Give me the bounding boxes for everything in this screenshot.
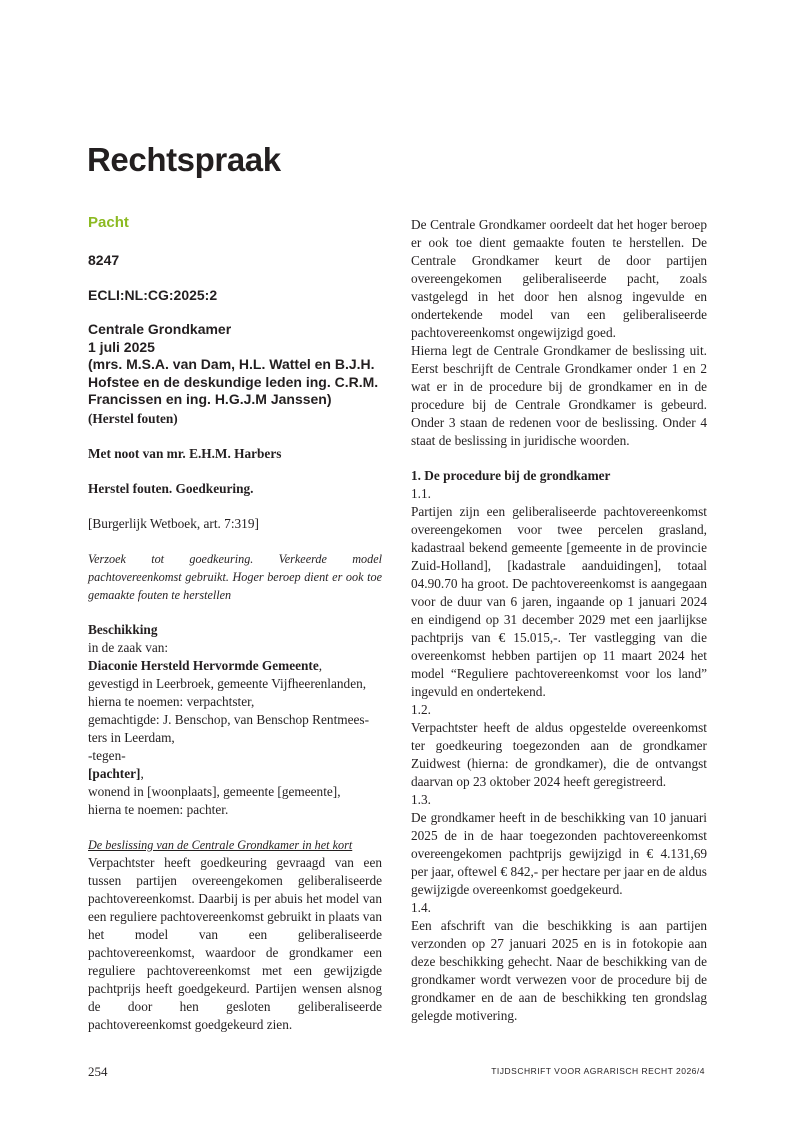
party2 <box>88 765 382 783</box>
right-column <box>411 216 707 1025</box>
short-heading <box>88 836 382 854</box>
court-block <box>88 321 382 409</box>
party-line: gevestigd in Leerbroek, gemeente Vijfheerenlanden, <box>88 675 367 691</box>
party-line: hierna te noemen: verpachtster, <box>88 693 255 709</box>
party-line: gemachtigde: J. Benschop, van Benschop Rentmees- <box>88 711 370 727</box>
item-number: 1.4. <box>411 900 431 915</box>
journal-name: TIJDSCHRIFT VOOR AGRARISCH RECHT 2026/4 <box>491 1066 705 1076</box>
section-label: Pacht <box>88 214 129 231</box>
case-summary: Verzoek tot goedkeuring. Verkeerde model pachtovereenkomst gebruikt. Hoger beroep dient er ook toe gemaakte fouten te herstellen <box>88 551 382 602</box>
party1-name: Diaconie Hersteld Hervormde Gemeente <box>88 657 319 673</box>
court-name: Centrale Grondkamer <box>88 321 232 337</box>
ecli-identifier: ECLI:NL:CG:2025:2 <box>88 287 218 303</box>
in-de-zaak: in de zaak van: <box>88 639 169 655</box>
item-number: 1.1. <box>411 486 431 501</box>
party2-name: [pachter] <box>88 765 141 781</box>
item-text: Partijen zijn een geliberaliseerde pachtovereenkomst overeengekomen voor twee percelen grasland, kadastraal bekend gemeente [gemeente in de provincie Zuid-Holland], [kadastrale aanduidingen], totaal 04.90.70 ha groot. De pachtovereenkomst is aangegaan voor de duur van 6 jaren, ingaande op 1 januari 2024 en eindigend op 31 december 2029 met een jaarlijkse pachtprijs van € 15.015,-. Ter vastlegging van die overeenkomst hebben partijen op 11 maart 2024 het model “Reguliere pachtovereenkomst voor los land” ingevuld en ondertekend. <box>411 504 707 699</box>
left-column <box>88 214 382 1034</box>
party-line: ters in Leerdam, <box>88 729 175 745</box>
decision-date: 1 juli 2025 <box>88 338 155 355</box>
section1-heading: 1. De procedure bij de grondkamer <box>411 468 611 483</box>
annotator-note: Met noot van mr. E.H.M. Harbers <box>88 445 282 461</box>
party-line: -tegen- <box>88 747 126 763</box>
law-reference: [Burgerlijk Wetboek, art. 7:319] <box>88 515 259 531</box>
party-line: wonend in [woonplaats], gemeente [gemeente], <box>88 783 341 799</box>
page-number: 254 <box>88 1064 108 1079</box>
paragraph: Hierna legt de Centrale Grondkamer de beslissing uit. Eerst beschrijft de Centrale Grondkamer onder 1 en 2 wat er in de procedure bij de grondkamer en in de procedure bij de Centrale Grondkamer is gebeurd. Onder 3 staan de redenen voor de beslissing. Onder 4 staat de beslissing in juridische woorden. <box>411 343 707 448</box>
paragraph: De Centrale Grondkamer oordeelt dat het hoger beroep er ook toe dient gemaakte fouten te herstellen. De Centrale Grondkamer keurt de door partijen overeengekomen geliberaliseerde pacht, zoals vastgelegd in het door hen alsnog ingevulde en ondertekende model van een geliberaliseerde pachtovereenkomst ongewijzigd goed. <box>411 217 707 340</box>
judges-line: (mrs. M.S.A. van Dam, H.L. Wattel en B.J.H. <box>88 356 375 373</box>
party-line: hierna te noemen: pachter. <box>88 801 229 817</box>
item-text: Een afschrift van die beschikking is aan partijen verzonden op 27 januari 2025 en is in fotokopie aan deze beschikking gehecht. Naar de beschikking van de grondkamer wordt verwezen voor de procedure bij de grondkamer en de aan de beschikking ten grondslag gelegde motivering. <box>411 918 707 1023</box>
beschikking-heading: Beschikking <box>88 621 158 637</box>
judges-line: Hofstee en de deskundige leden ing. C.R.M. <box>88 373 379 390</box>
party1 <box>88 657 382 675</box>
judges-line: Francissen en ing. H.G.J.M Janssen) <box>88 391 332 408</box>
item-text: Verpachtster heeft de aldus opgestelde overeenkomst ter goedkeuring toegezonden aan de grondkamer Zuidwest (hierna: de grondkamer), die de ontvangst daarvan op 23 oktober 2024 heeft geregistreerd. <box>411 720 707 789</box>
short-text: Verpachtster heeft goedkeuring gevraagd van een tussen partijen overeengekomen geliberaliseerde pachtovereenkomst. Daarbij is per abuis het model van een reguliere pachtovereenkomst gebruikt in plaats van het model van een geliberaliseerde pachtovereenkomst, waardoor de grondkamer een reguliere pachtovereenkomst met een gewijzigde pachtprijs heeft goedgekeurd. Partijen wensen alsnog de door hen gesloten geliberaliseerde pachtovereenkomst goedgekeurd zien. <box>88 854 382 1032</box>
party1-comma: , <box>318 657 323 673</box>
keywords: Herstel fouten. Goedkeuring. <box>88 480 254 496</box>
item-number: 1.3. <box>411 792 431 807</box>
item-number: 1.2. <box>411 702 431 717</box>
case-number: 8247 <box>88 252 120 268</box>
page-title: Rechtspraak <box>87 141 281 178</box>
herstel-label: (Herstel fouten) <box>88 410 178 426</box>
short-heading-text: De beslissing van de Centrale Grondkamer in het kort <box>88 837 353 852</box>
item-text: De grondkamer heeft in de beschikking van 10 januari 2025 de in de haar toegezonden pachtovereenkomst overeengekomen pachtprijs gewijzigd in € 4.131,69 per jaar, oftewel € 842,- per hectare per jaar en de aldus gewijzigde overeenkomst goedgekeurd. <box>411 810 707 897</box>
party2-comma: , <box>140 765 144 781</box>
